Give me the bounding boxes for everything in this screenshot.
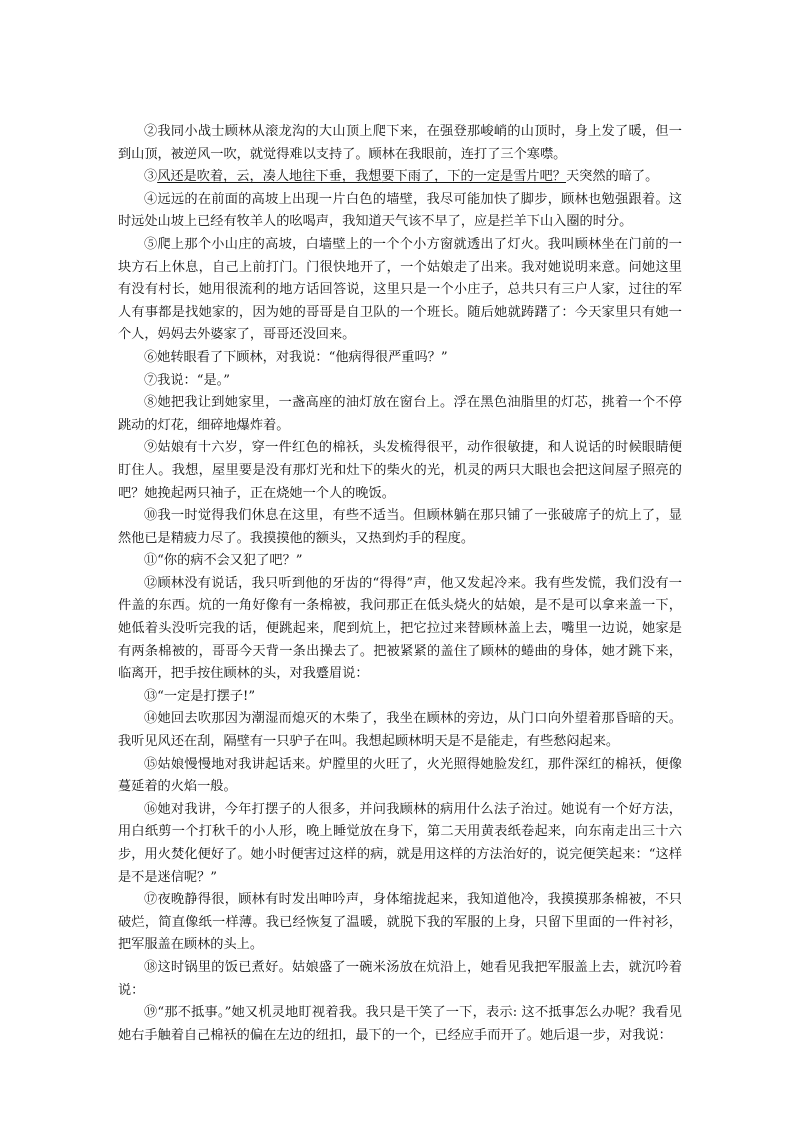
paragraph-5: ⑤爬上那个小山庄的高坡，白墙壁上的一个个小方窗就透出了灯火。我叫顾林坐在门前的一块方石上休息，自己上前打门。门很快地开了，一个姑娘走了出来。我对她说明来意。问她这里有没有村长，她用很流利的地方话回答说，这里只是一个小庄子，总共只有三户人家，过往的军人有事都是找她家的，因为她的哥哥是自卫队的一个班长。随后她就踌躇了：今天家里只有她一个人，妈妈去外婆家了，哥哥还没回来。 (118, 236, 682, 343)
paragraph-4: ④远远的在前面的高坡上出现一片白色的墙壁，我尽可能加快了脚步，顾林也勉强跟着。这时远处山坡上已经有牧羊人的吆喝声，我知道天气该不早了，应是拦羊下山入圈的时分。 (118, 191, 682, 230)
paragraph-13: ⑬“一定是打摆子!” (144, 688, 256, 704)
paragraph-19: ⑲“那不抵事。”她又机灵地盯视着我。我只是干笑了一下，表示: 这不抵事怎么办呢？我看见她右手触着自己棉袄的偏在左边的纽扣，最下的一个，已经应手而开了。她后退一步，对我说： (118, 1005, 682, 1043)
paragraph-14: ⑭她回去吹那因为潮湿而熄灭的木柴了，我坐在顾林的旁边，从门口向外望着那昏暗的天。我听见风还在刮，隔壁有一只驴子在叫。我想起顾林明天是不是能走，有些愁闷起来。 (118, 711, 682, 750)
paragraph-3 (118, 166, 682, 189)
paragraph-3-underlined-sentence: 风还是吹着，云，凑人地往下垂，我想要下雨了，下的一定是雪片吧？ (157, 169, 566, 185)
paragraph-7: ⑦我说：“是。” (144, 372, 231, 388)
paragraph-16: ⑯她对我讲，今年打摆子的人很多，并问我顾林的病用什么法子治过。她说有一个好方法，用白纸剪一个打秋千的小人形，晚上睡觉放在身下，第二天用黄表纸卷起来，向东南走出三十六步，用火焚化便好了。她小时便害过这样的病，就是用这样的方法治好的，说完便笑起来：“这样是不是迷信呢？” (118, 801, 682, 885)
paragraph-3-number: ③ (144, 169, 158, 185)
paragraph-3-rest: 天突然的暗了。 (566, 169, 659, 185)
paragraph-9: ⑨姑娘有十六岁，穿一件红色的棉袄，头发梳得很平，动作很敏捷，和人说话的时候眼睛便盯住人。我想，屋里要是没有那灯光和灶下的柴火的光，机灵的两只大眼也会把这间屋子照亮的吧？她挽起两只袖子，正在烧她一个人的晚饭。 (118, 440, 682, 501)
paragraph-6: ⑥她转眼看了下顾林，对我说：“他病得很严重吗？” (144, 349, 448, 365)
document-page (118, 121, 682, 1047)
paragraph-11: ⑪“你的病不会又犯了吧？” (144, 553, 303, 569)
paragraph-18: ⑱这时锅里的饭已煮好。姑娘盛了一碗米汤放在炕沿上，她看见我把军服盖上去，就沉吟着说： (118, 959, 682, 998)
paragraph-2: ②我同小战士顾林从滚龙沟的大山顶上爬下来，在强登那峻峭的山顶时，身上发了暖，但一到山顶，被逆风一吹，就觉得难以支持了。顾林在我眼前，连打了三个寒噤。 (118, 124, 682, 162)
paragraph-8: ⑧她把我让到她家里，一盏高座的油灯放在窗台上。浮在黑色油脂里的灯芯，挑着一个不停跳动的灯花，细碎地爆炸着。 (118, 395, 682, 433)
paragraph-12: ⑫顾林没有说话，我只听到他的牙齿的“得得”声，他又发起冷来。我有些发慌，我们没有一件盖的东西。炕的一角好像有一条棉被，我问那正在低头烧火的姑娘，是不是可以拿来盖一下，她低着头没听完我的话，便跳起来，爬到炕上，把它拉过来替顾林盖上去，嘴里一边说，她家是有两条棉被的，哥哥今天背一条出操去了。把被紧紧的盖住了顾林的蜷曲的身体，她才跳下来，临离开，把手按住顾林的头，对我蹙眉说： (118, 575, 682, 682)
paragraph-15: ⑮姑娘慢慢地对我讲起话来。炉膛里的火旺了，火光照得她脸发红，那件深红的棉袄，便像蔓延着的火焰一般。 (118, 756, 682, 795)
paragraph-17: ⑰夜晚静得很，顾林有时发出呻吟声，身体缩拢起来，我知道他冷，我摸摸那条棉被，不只破烂，简直像纸一样薄。我已经恢复了温暖，就脱下我的军服的上身，只留下里面的一件衬衫，把军服盖在顾林的头上。 (118, 892, 682, 953)
paragraph-10: ⑩我一时觉得我们休息在这里，有些不适当。但顾林躺在那只铺了一张破席子的炕上了，显然他已是精疲力尽了。我摸摸他的额头，又热到灼手的程度。 (118, 508, 682, 546)
